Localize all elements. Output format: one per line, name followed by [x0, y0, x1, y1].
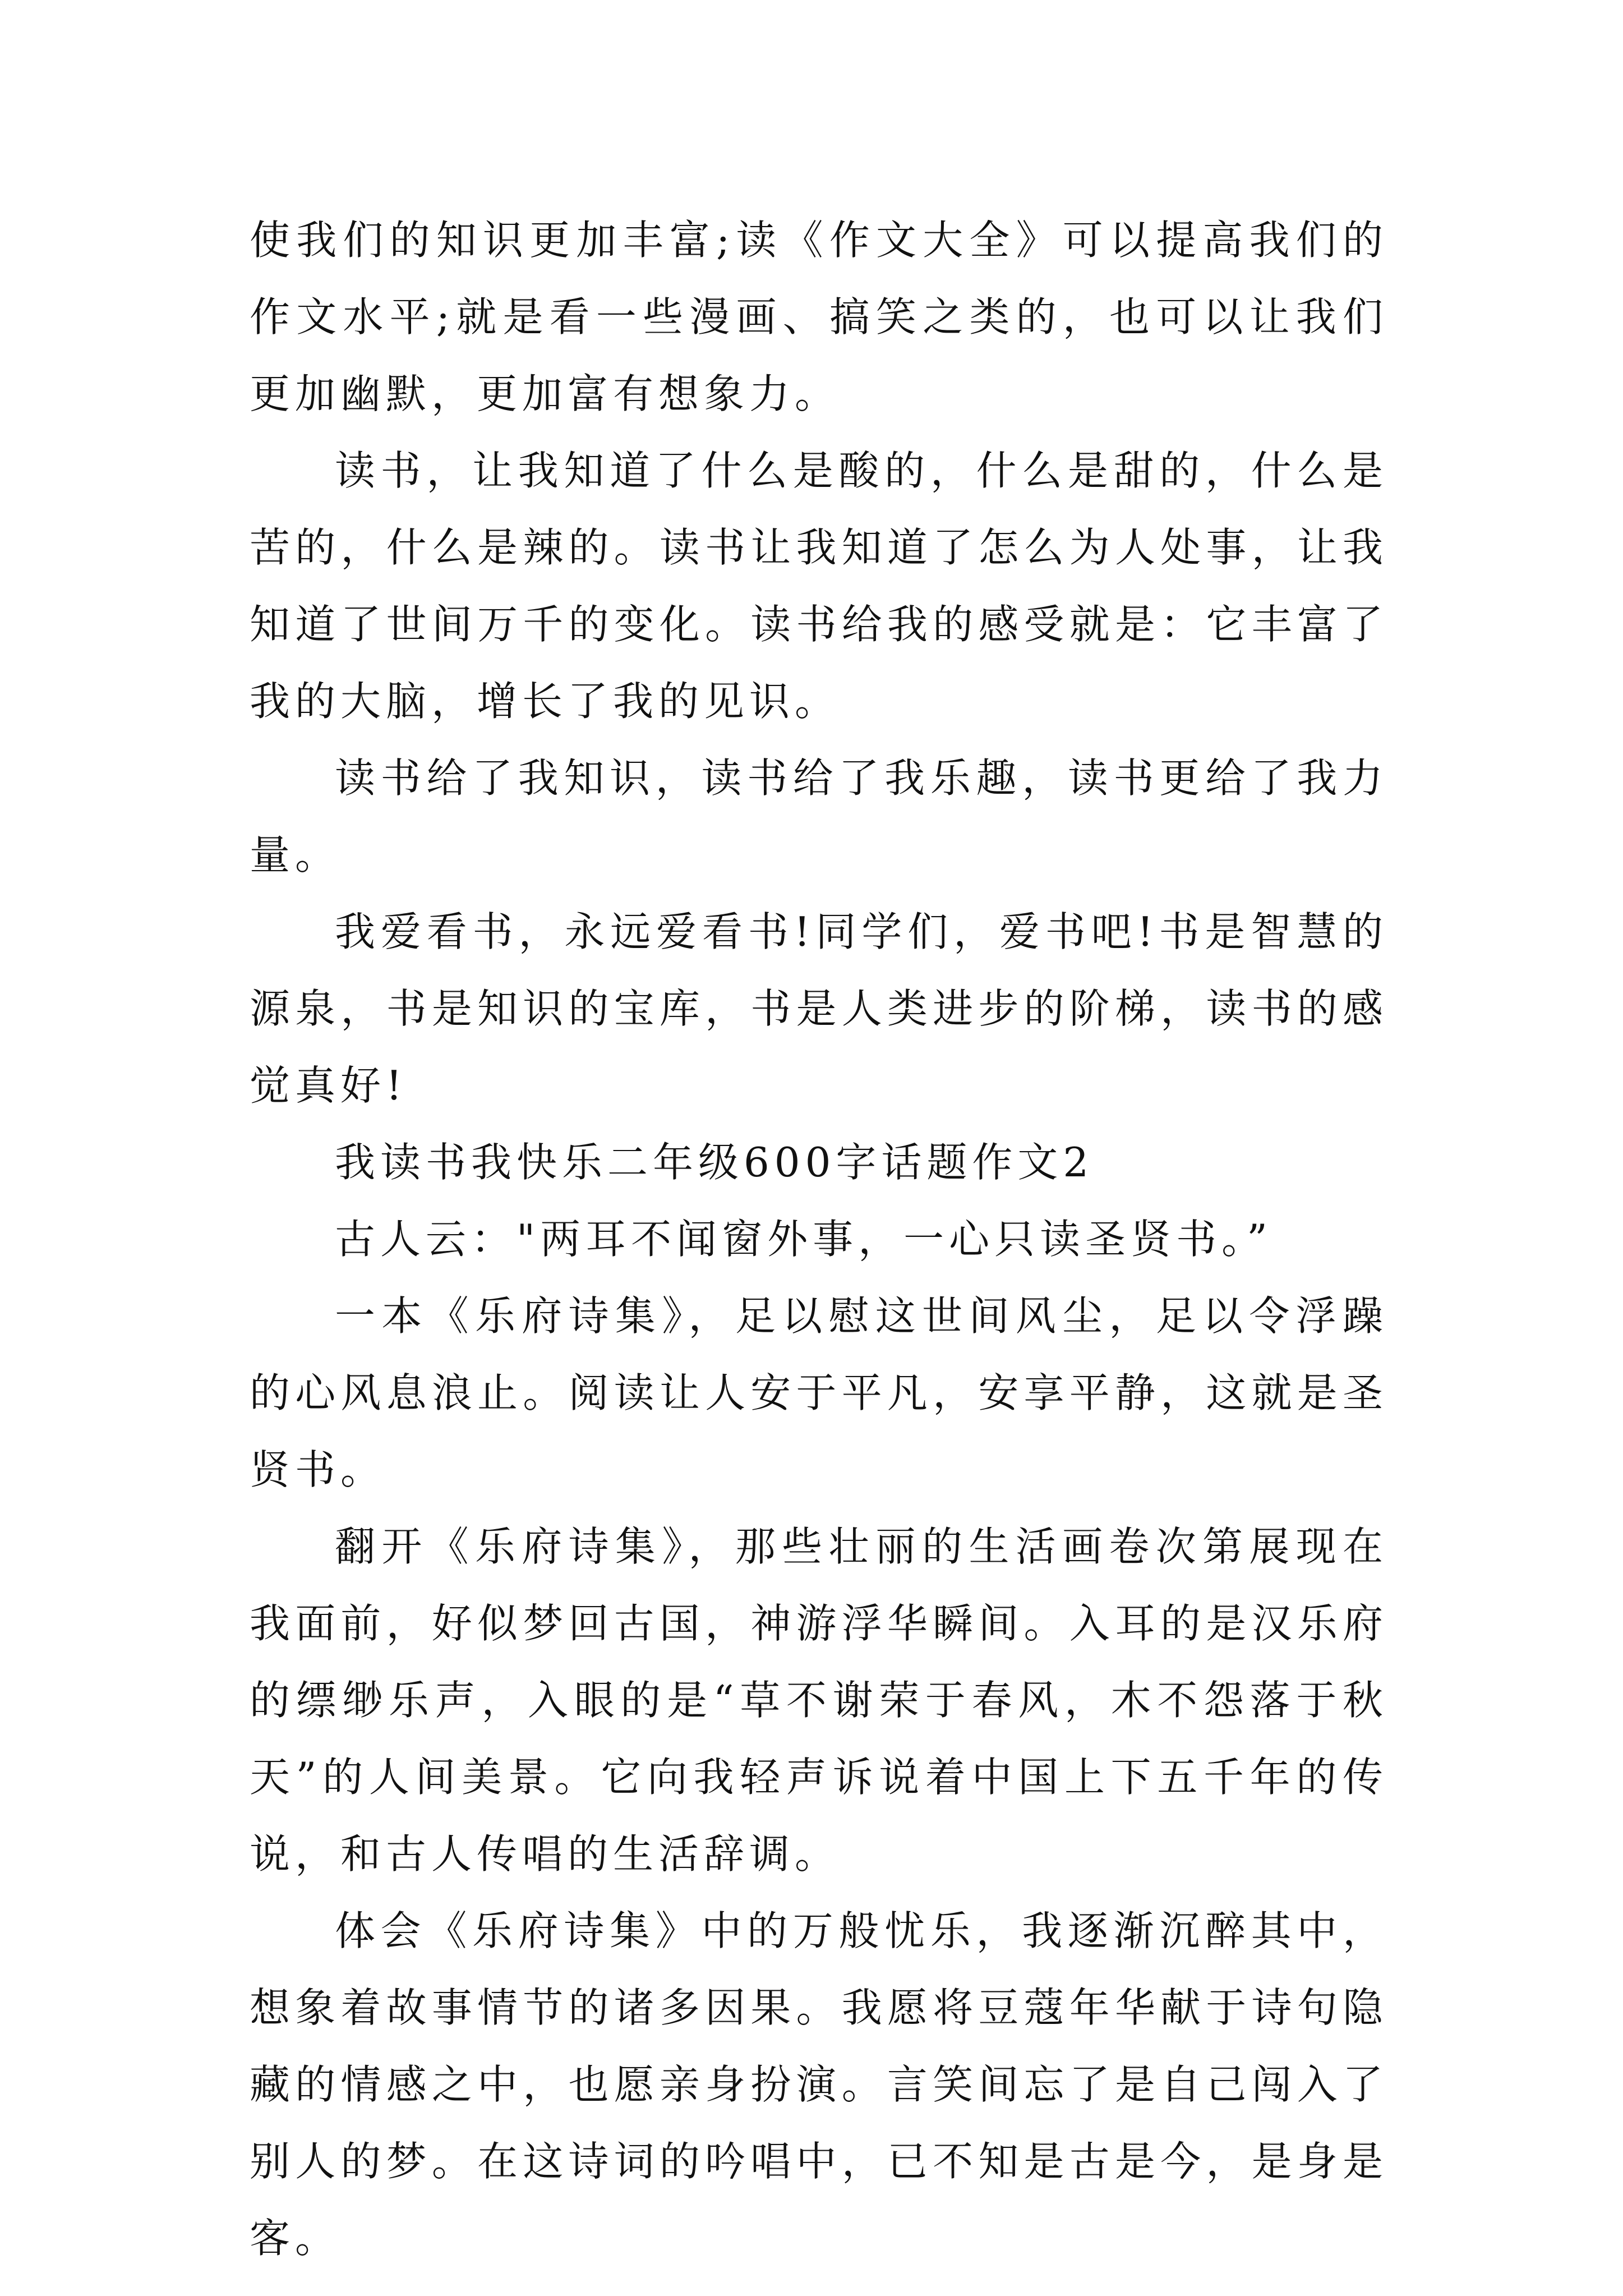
paragraph-continued: 使我们的知识更加丰富;读《作文大全》可以提高我们的作文水平;就是看一些漫画、搞笑之类的，也可以让我们更加幽默，更加富有想象力。: [250, 217, 1388, 417]
paragraph-love-books: 我爱看书，永远爱看书!同学们，爱书吧!书是智慧的源泉，书是知识的宝库，书是人类进步的阶梯，读书的感觉真好!: [250, 908, 1388, 1109]
paragraph-reading-gives: 读书给了我知识，读书给了我乐趣，读书更给了我力量。: [250, 754, 1388, 878]
document-body: [250, 202, 1388, 2277]
paragraph-ancient-quote: 古人云："两耳不闻窗外事，一心只读圣贤书。”: [335, 1216, 1272, 1263]
paragraph-yuefu-experience: 体会《乐府诗集》中的万般忧乐，我逐渐沉醉其中，想象着故事情节的诸多因果。我愿将豆蔻年华献于诗句隐藏的情感之中，也愿亲身扮演。言笑间忘了是自己闯入了别人的梦。在这诗词的吟唱中，已不知是古是今，是身是客。: [250, 1907, 1388, 2262]
paragraph-yuefu-open: 翻开《乐府诗集》，那些壮丽的生活画卷次第展现在我面前，好似梦回古国，神游浮华瞬间。入耳的是汉乐府的缥缈乐声，入眼的是“草不谢荣于春风，木不怨落于秋天”的人间美景。它向我轻声诉说着中国上下五千年的传说，和古人传唱的生活辞调。: [250, 1523, 1388, 1878]
paragraph-yuefu-intro: 一本《乐府诗集》，足以慰这世间风尘，足以令浮躁的心风息浪止。阅读让人安于平凡，安享平静，这就是圣贤书。: [250, 1292, 1388, 1493]
essay-title: 我读书我快乐二年级600字话题作文2: [335, 1139, 1094, 1186]
paragraph-reading-taste: 读书，让我知道了什么是酸的，什么是甜的，什么是苦的，什么是辣的。读书让我知道了怎么为人处事，让我知道了世间万千的变化。读书给我的感受就是：它丰富了我的大脑，增长了我的见识。: [250, 447, 1388, 725]
